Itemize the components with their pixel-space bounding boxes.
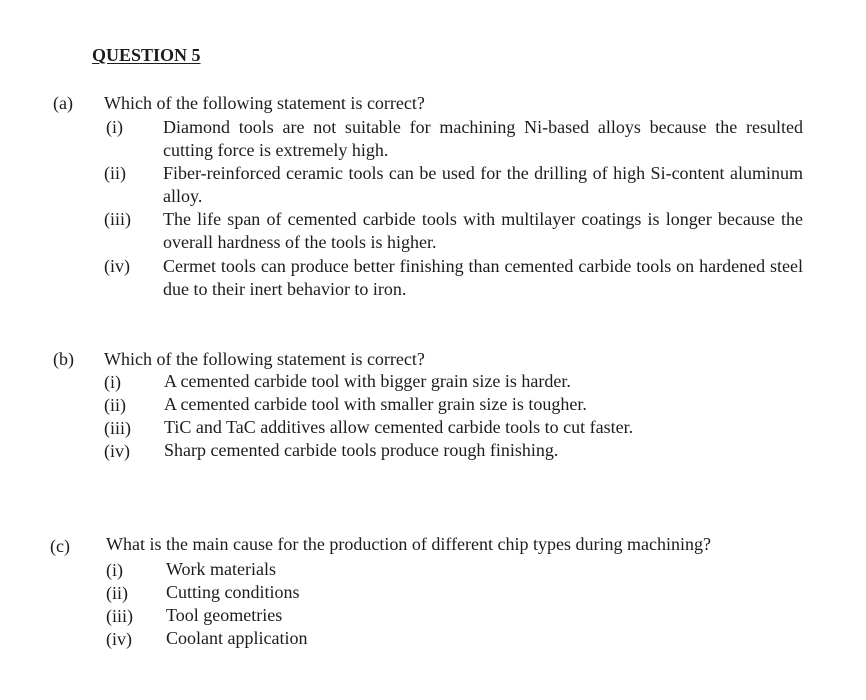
option-number: (i) <box>104 372 121 392</box>
option-text: Diamond tools are not suitable for machining Ni-based alloys because the resulted cutting force is extremely high. <box>163 117 803 160</box>
option-text: Cutting conditions <box>166 582 300 602</box>
question-text: What is the main cause for the production of different chip types during machining? <box>106 534 711 554</box>
option-text: Work materials <box>166 559 277 579</box>
part-label: (a) <box>53 93 73 113</box>
option-number: (ii) <box>104 163 126 183</box>
option-number: (ii) <box>106 583 128 603</box>
option-number: (iv) <box>106 629 132 649</box>
part-label: (b) <box>53 349 74 369</box>
option-number: (i) <box>106 117 123 137</box>
option-text: The life span of cemented carbide tools with multilayer coatings is longer because the overall hardness of the tools is higher. <box>163 209 803 252</box>
question-text: Which of the following statement is correct? <box>104 93 425 113</box>
option-text: TiC and TaC additives allow cemented carbide tools to cut faster. <box>164 417 634 437</box>
option-number: (iv) <box>104 256 130 276</box>
option-number: (ii) <box>104 395 126 415</box>
option-number: (i) <box>106 560 123 580</box>
option-text: Fiber-reinforced ceramic tools can be used for the drilling of high Si-content aluminum alloy. <box>163 163 803 206</box>
option-number: (iii) <box>104 209 131 229</box>
option-number: (iii) <box>104 418 131 438</box>
option-text: Tool geometries <box>166 605 283 625</box>
option-text: Coolant application <box>166 628 308 648</box>
question-text: Which of the following statement is correct? <box>104 349 425 369</box>
option-text: Sharp cemented carbide tools produce rough finishing. <box>164 440 559 460</box>
page-title: QUESTION 5 <box>92 45 201 65</box>
part-label: (c) <box>50 536 70 556</box>
option-text: A cemented carbide tool with bigger grain size is harder. <box>164 371 571 391</box>
option-text: A cemented carbide tool with smaller grain size is tougher. <box>164 394 587 414</box>
option-text: Cermet tools can produce better finishing than cemented carbide tools on hardened steel due to their inert behavior to iron. <box>163 256 803 299</box>
option-number: (iii) <box>106 606 133 626</box>
option-number: (iv) <box>104 441 130 461</box>
